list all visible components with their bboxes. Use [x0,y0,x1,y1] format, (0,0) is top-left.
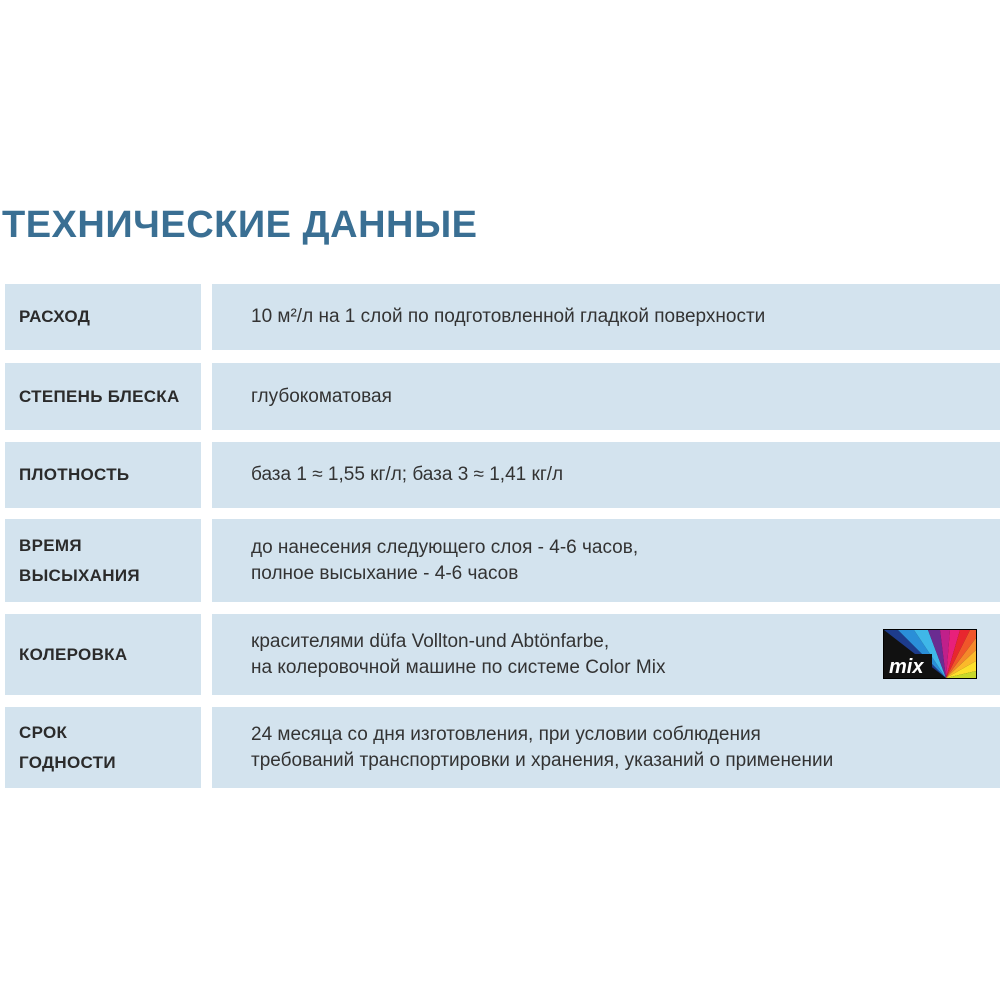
row-value: красителями düfa Vollton-und Abtönfarbe, на колеровочной машине по системе Color Mix [251,630,666,678]
row-value-cell [212,363,1000,430]
row-label-cell [5,284,201,350]
row-value-cell [212,614,1000,695]
table-row-consumption [5,284,1000,350]
logo-text: mix [889,656,924,678]
table-row-drying-time [5,519,1000,602]
row-label-cell [5,442,201,508]
row-label: ВРЕМЯ ВЫСЫХАНИЯ [19,535,140,585]
color-mix-logo-icon [883,629,977,679]
row-label: КОЛЕРОВКА [19,644,128,664]
row-value: 24 месяца со дня изготовления, при условии соблюдения требований транспортировки и хранения, указаний о применении [251,723,834,771]
row-value: база 1 ≈ 1,55 кг/л; база 3 ≈ 1,41 кг/л [251,464,564,485]
row-label-cell [5,707,201,788]
table-row-gloss [5,363,1000,430]
table-row-density [5,442,1000,508]
page-title: ТЕХНИЧЕСКИЕ ДАННЫЕ [2,204,478,246]
row-value-cell [212,707,1000,788]
row-label: РАСХОД [19,307,91,326]
row-value: глубокоматовая [251,385,392,407]
table-row-tinting [5,614,1000,695]
row-label-cell [5,614,201,695]
table-row-shelf-life [5,707,1000,788]
row-value-cell [212,519,1000,602]
row-label-cell [5,519,201,602]
row-label-cell [5,363,201,430]
row-value: до нанесения следующего слоя - 4-6 часов, полное высыхание - 4-6 часов [251,536,639,584]
row-label: СТЕПЕНЬ БЛЕСКА [19,386,180,406]
row-label: ПЛОТНОСТЬ [19,465,130,484]
row-value: 10 м²/л на 1 слой по подготовленной гладкой поверхности [251,306,766,327]
row-value-cell [212,284,1000,350]
row-label: СРОК ГОДНОСТИ [19,722,116,772]
row-value-cell [212,442,1000,508]
